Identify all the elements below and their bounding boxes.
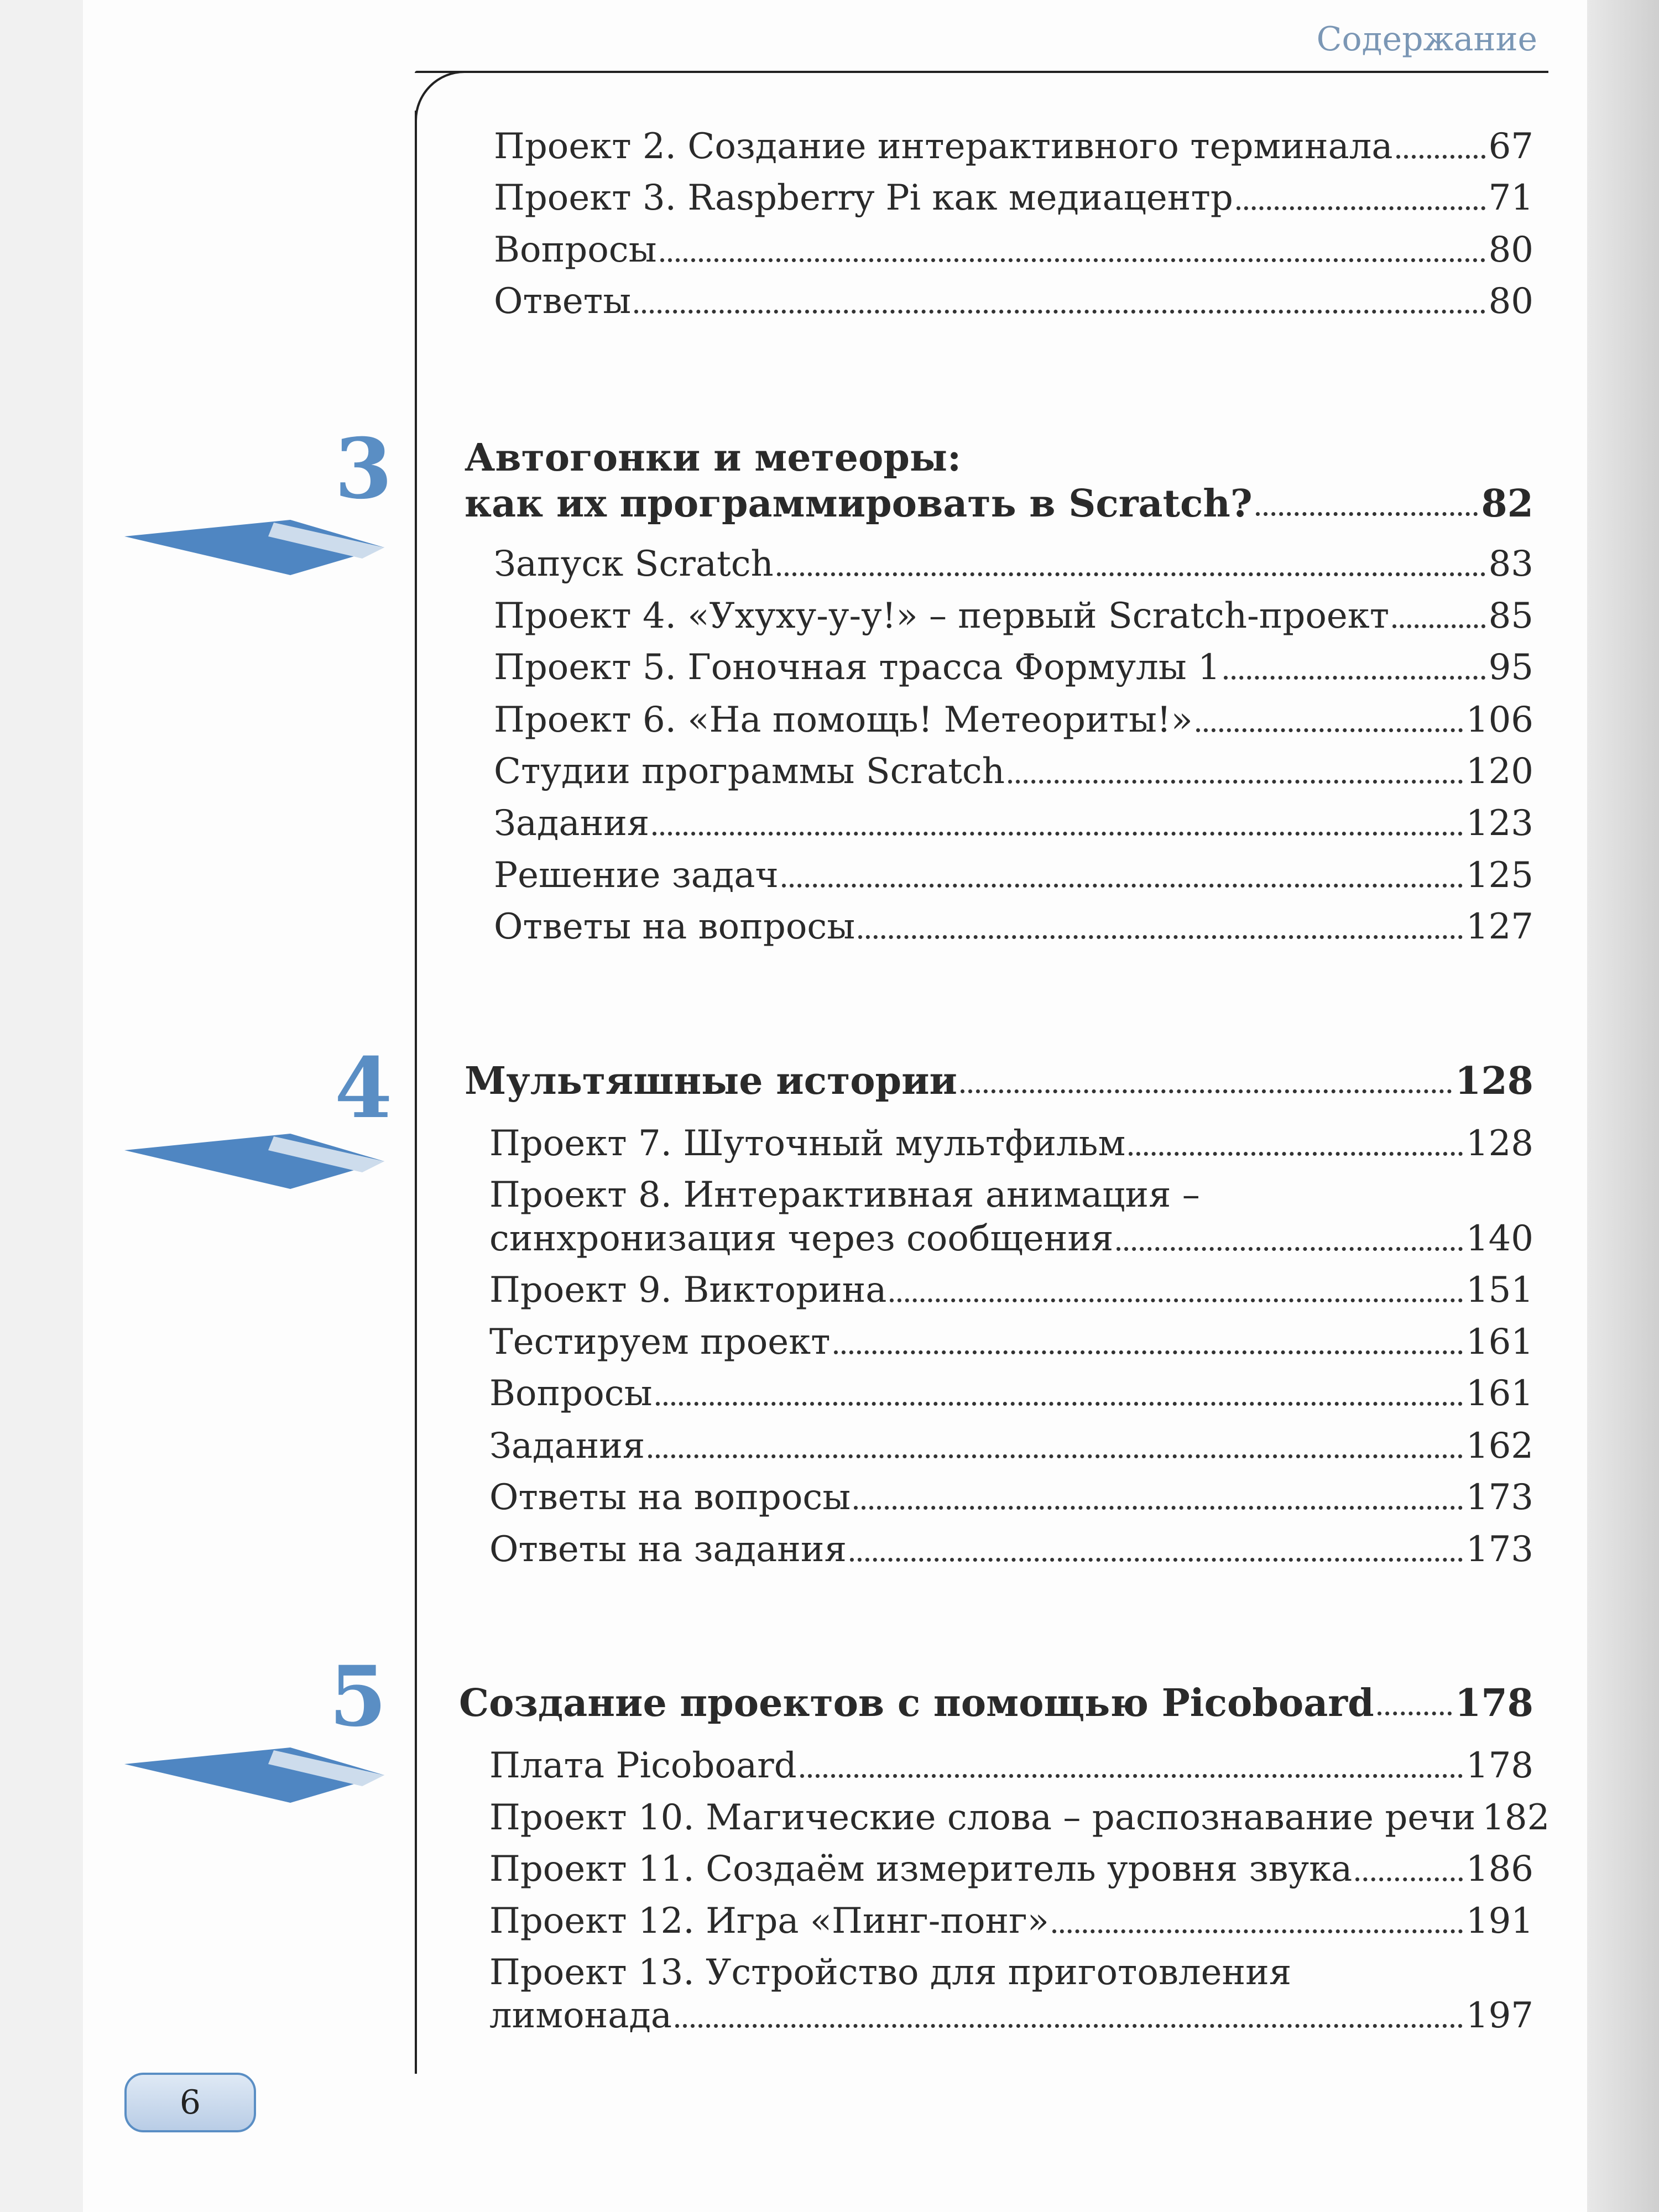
- chapter-wing-icon: [124, 1128, 390, 1194]
- toc-entry: Вопросы 80: [494, 229, 1533, 270]
- toc-entry: Тестируем проект 161: [489, 1322, 1533, 1363]
- chapter-title-entry: Мультяшные истории 128: [465, 1059, 1533, 1103]
- chapter-number-4: 4: [335, 1040, 393, 1137]
- toc-entry: Решение задач 125: [494, 855, 1533, 896]
- chapter-wing-icon: [124, 514, 390, 581]
- toc-entry: Проект 6. «На помощь! Метеориты!» 106: [494, 700, 1533, 740]
- chapter-number-3: 3: [335, 420, 393, 518]
- chapter-wing-icon: [124, 1742, 390, 1808]
- toc-entry: Вопросы 161: [489, 1373, 1533, 1414]
- toc-entry: Ответы на вопросы 173: [489, 1477, 1533, 1518]
- chapter-number-5: 5: [329, 1648, 387, 1745]
- toc-entry: Проект 7. Шуточный мультфильм 128: [489, 1123, 1533, 1164]
- toc-entry: Проект 12. Игра «Пинг-понг» 191: [489, 1901, 1533, 1942]
- toc-entry: Проект 10. Магические слова – распознавание речи 182: [489, 1797, 1550, 1838]
- toc-entry: Задания 123: [494, 803, 1533, 844]
- toc-entry: Проект 8. Интерактивная анимация –: [489, 1175, 1200, 1215]
- toc-entry: Плата Picoboard 178: [489, 1745, 1533, 1786]
- toc-entry: Ответы на задания 173: [489, 1529, 1533, 1570]
- page-number-badge: 6: [124, 2073, 256, 2132]
- toc-entry: Проект 3. Raspberry Pi как медиацентр 71: [494, 178, 1533, 218]
- toc-entry: Задания 162: [489, 1426, 1533, 1467]
- chapter-title-entry: Создание проектов с помощью Picoboard 178: [459, 1681, 1533, 1725]
- toc-entry: лимонада 197: [489, 1995, 1533, 2036]
- toc-entry: Студии программы Scratch 120: [494, 751, 1533, 792]
- running-header: Содержание: [1316, 20, 1537, 59]
- toc-entry: Ответы на вопросы 127: [494, 906, 1533, 947]
- frame-top-rule: [415, 71, 1548, 73]
- chapter-title-entry: как их программировать в Scratch? 82: [465, 482, 1533, 526]
- toc-entry: Ответы 80: [494, 281, 1533, 322]
- toc-entry: Проект 11. Создаём измеритель уровня звука 186: [489, 1849, 1533, 1890]
- toc-entry: Проект 4. «Ухуху-у-у!» – первый Scratch-проект 85: [494, 596, 1533, 637]
- toc-entry: Проект 5. Гоночная трасса Формулы 1 95: [494, 647, 1533, 688]
- toc-entry: Проект 2. Создание интерактивного терминала 67: [494, 126, 1533, 167]
- toc-entry: синхронизация через сообщения 140: [489, 1218, 1533, 1259]
- toc-entry: Проект 9. Викторина 151: [489, 1270, 1533, 1311]
- page-edge-shadow: [1587, 0, 1659, 2212]
- chapter-title-line-1: Автогонки и метеоры:: [465, 436, 962, 480]
- frame-left-rule: [415, 111, 417, 2074]
- toc-entry: Запуск Scratch 83: [494, 544, 1533, 585]
- toc-entry: Проект 13. Устройство для приготовления: [489, 1952, 1292, 1993]
